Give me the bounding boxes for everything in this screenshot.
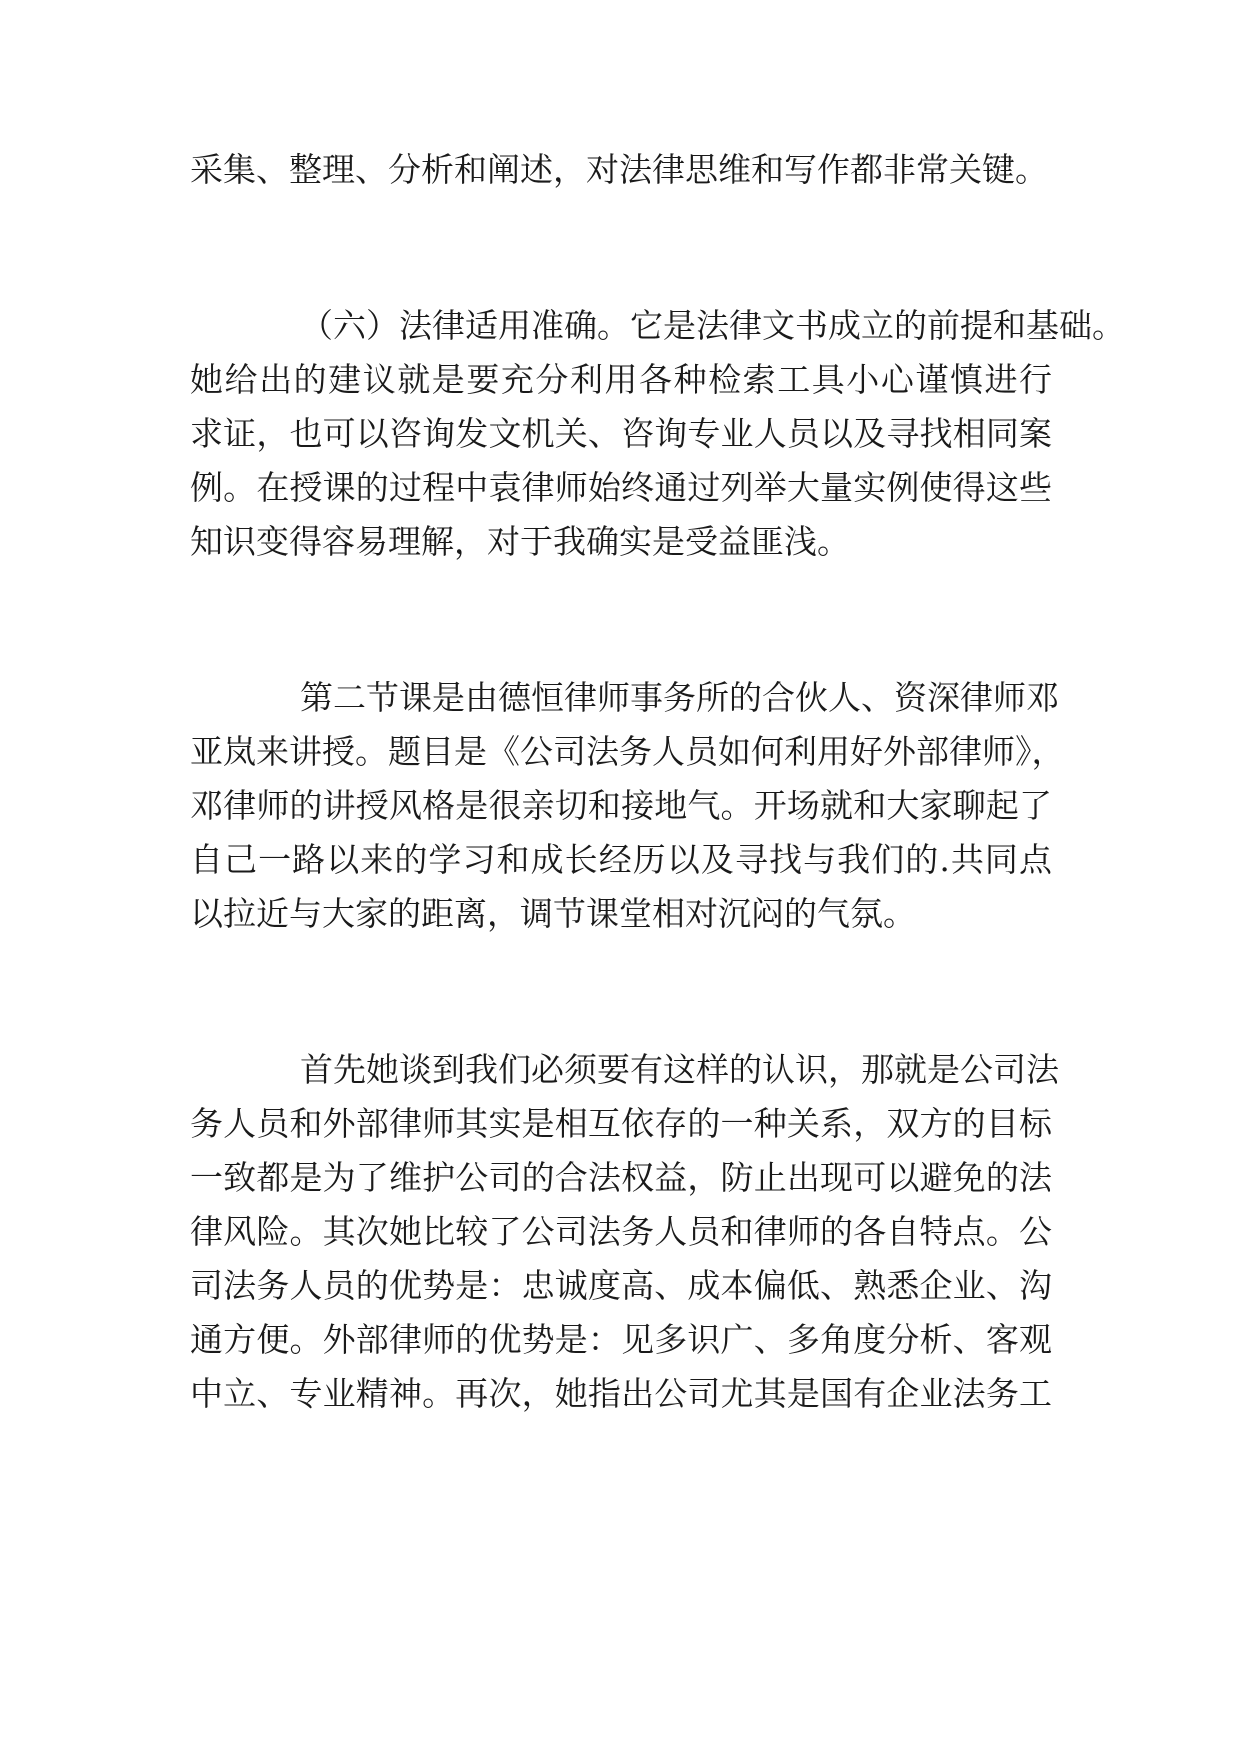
text-line: 她给出的建议就是要充分利用各种检索工具小心谨慎进行 — [190, 360, 1052, 399]
text-line: 律风险。其次她比较了公司法务人员和律师的各自特点。公 — [190, 1212, 1052, 1251]
text-line: 求证，也可以咨询发文机关、咨询专业人员以及寻找相同案 — [190, 414, 1052, 453]
text-line: 务人员和外部律师其实是相互依存的一种关系，双方的目标 — [190, 1104, 1052, 1143]
text-line: 自己一路以来的学习和成长经历以及寻找与我们的.共同点 — [190, 840, 1052, 879]
text-line: 中立、专业精神。再次，她指出公司尤其是国有企业法务工 — [190, 1374, 1052, 1413]
text-line: 一致都是为了维护公司的合法权益，防止出现可以避免的法 — [190, 1158, 1052, 1197]
text-line: 知识变得容易理解，对于我确实是受益匪浅。 — [190, 522, 850, 561]
text-line: 例。在授课的过程中袁律师始终通过列举大量实例使得这些 — [190, 468, 1052, 507]
paragraph-first-line: （六）法律适用准确。它是法律文书成立的前提和基础。 — [300, 306, 1125, 345]
text-line: 通方便。外部律师的优势是：见多识广、多角度分析、客观 — [190, 1320, 1052, 1359]
paragraph-first-line: 第二节课是由德恒律师事务所的合伙人、资深律师邓 — [300, 678, 1059, 717]
text-line: 采集、整理、分析和阐述，对法律思维和写作都非常关键。 — [190, 150, 1048, 189]
paragraph-first-line: 首先她谈到我们必须要有这样的认识，那就是公司法 — [300, 1050, 1059, 1089]
text-line: 邓律师的讲授风格是很亲切和接地气。开场就和大家聊起了 — [190, 786, 1052, 825]
text-line: 以拉近与大家的距离，调节课堂相对沉闷的气氛。 — [190, 894, 916, 933]
text-line: 亚岚来讲授。题目是《公司法务人员如何利用好外部律师》， — [190, 732, 1065, 771]
text-line: 司法务人员的优势是：忠诚度高、成本偏低、熟悉企业、沟 — [190, 1266, 1052, 1305]
